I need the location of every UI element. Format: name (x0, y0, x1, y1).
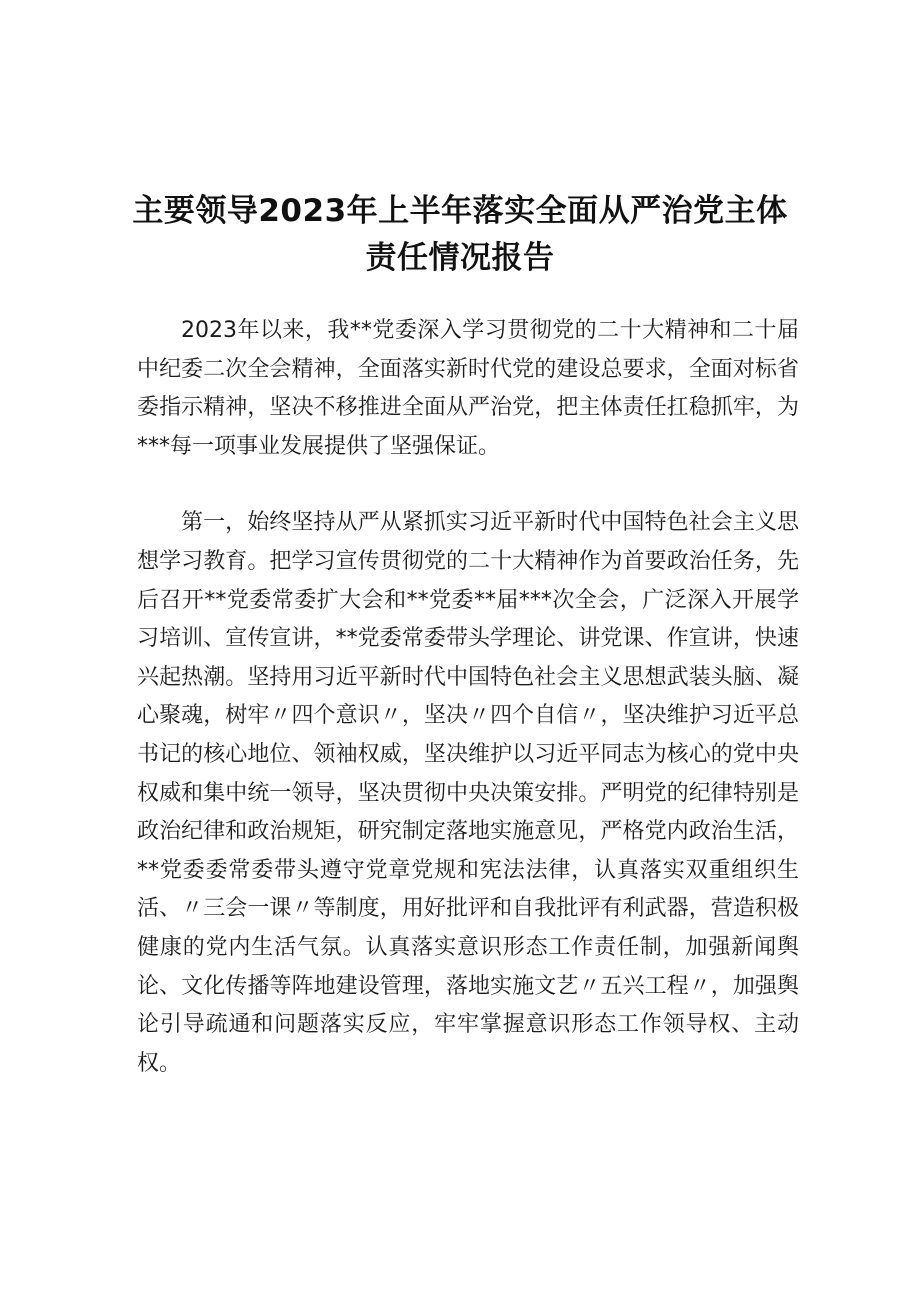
document-body (137, 312, 799, 1083)
paragraph-first-point: 第一，始终坚持从严从紧抓实习近平新时代中国特色社会主义思想学习教育。把学习宣传贯彻党的二十大精神作为首要政治任务，先后召开**党委常委扩大会和**党委**届***次全会，广泛深入开展学习培训、宣传宣讲，**党委常委带头学理论、讲党课、作宣讲，快速兴起热潮。坚持用习近平新时代中国特色社会主义思想武装头脑、凝心聚魂，树牢〃四个意识〃，坚决〃四个自信〃，坚决维护习近平总书记的核心地位、领袖权威，坚决维护以习近平同志为核心的党中央权威和集中统一领导，坚决贯彻中央决策安排。严明党的纪律特别是政治纪律和政治规矩，研究制定落地实施意见，严格党内政治生活，**党委委常委带头遵守党章党规和宪法法律，认真落实双重组织生活、〃三会一课〃等制度，用好批评和自我批评有利武器，营造积极健康的党内生活气氛。认真落实意识形态工作责任制，加强新闻舆论、文化传播等阵地建设管理，落地实施文艺〃五兴工程〃，加强舆论引导疏通和问题落实反应，牢牢掌握意识形态工作领导权、主动权。 (137, 510, 799, 1076)
title-line-2: 责任情况报告 (365, 240, 555, 276)
document-title (120, 188, 800, 282)
paragraph-intro: 2023年以来，我**党委深入学习贯彻党的二十大精神和二十届中纪委二次全会精神，全面落实新时代党的建设总要求，全面对标省委指示精神，坚决不移推进全面从严治党，把主体责任扛稳抓牢，为***每一项事业发展提供了坚强保证。 (137, 318, 799, 459)
title-line-1: 主要领导2023年上半年落实全面从严治党主体 (132, 193, 788, 229)
